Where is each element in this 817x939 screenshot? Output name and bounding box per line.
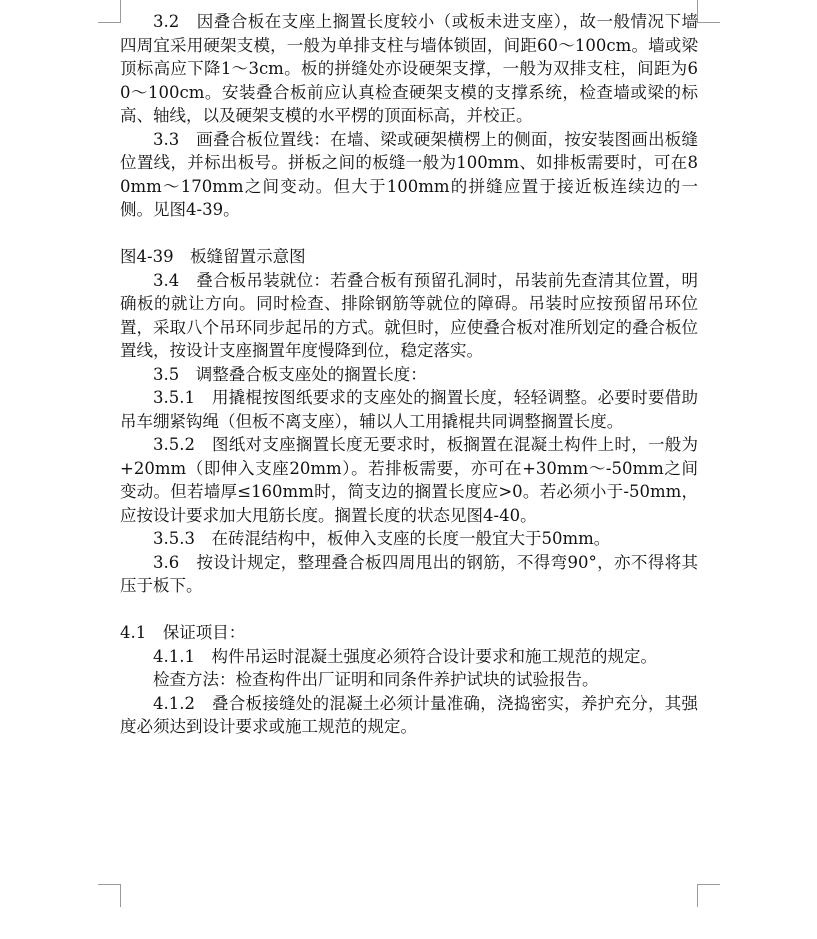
paragraph-4-1-1: 4.1.1 构件吊运时混凝土强度必须符合设计要求和施工规范的规定。 [153,646,657,666]
section-heading-4-1: 4.1 保证项目： [120,623,246,642]
crop-mark-top-right [697,0,720,23]
paragraph-inspection-method: 检查方法：检查构件出厂证明和同条件养护试块的试验报告。 [153,670,599,689]
paragraph-3-2: 3.2 因叠合板在支座上搁置长度较小（或板未进支座），故一般情况下墙四周宜采用硬架支模，一般为单排支柱与墙体锁固，间距60～100cm。墙或梁顶标高应下降1～3cm。板的拼缝处亦设硬架支撑，一般为双排支柱，间距为60～100cm。安装叠合板前应认真检查硬架支模的支撑系统，检查墙或梁的标高、轴线，以及硬架支模的水平楞的顶面标高，并校正。 [120,12,698,125]
paragraph-3-5: 3.5 调整叠合板支座处的搁置长度： [153,364,427,384]
crop-mark-bottom-right [697,884,720,907]
figure-caption-4-39: 图4-39 板缝留置示意图 [120,247,306,266]
paragraph-3-3: 3.3 画叠合板位置线：在墙、梁或硬架横楞上的侧面，按安装图画出板缝位置线，并标出板号。拼板之间的板缝一般为100mm、如排板需要时，可在80mm～170mm之间变动。但大于100mm的拼缝应置于接近板连续边的一侧。见图4-39。 [120,129,698,219]
paragraph-3-5-3: 3.5.3 在砖混结构中，板伸入支座的长度一般宜大于50mm。 [153,529,611,548]
blank-line [120,222,698,246]
blank-line [120,598,698,622]
paragraph-3-5-1: 3.5.1 用撬棍按图纸要求的支座处的搁置长度，轻轻调整。必要时要借助吊车绷紧钩绳（但板不离支座），辅以人工用撬棍共同调整搁置长度。 [120,388,698,431]
paragraph-3-4: 3.4 叠合板吊装就位：若叠合板有预留孔洞时，吊装前先查清其位置，明确板的就让方向。同时检查、排除钢筋等就位的障碍。吊装时应按预留吊环位置，采取八个吊环同步起吊的方式。就但时，应使叠合板对准所划定的叠合板位置线，按设计支座搁置年度慢降到位，稳定落实。 [120,270,698,360]
paragraph-3-5-2: 3.5.2 图纸对支座搁置长度无要求时，板搁置在混凝土构件上时，一般为+20mm（即伸入支座20mm）。若排板需要，亦可在+30mm～-50mm之间变动。但若墙厚≤160mm时，简支边的搁置长度应>0。若必须小于-50mm，应按设计要求加大甩筋长度。搁置长度的状态见图4-40。 [120,435,698,525]
paragraph-4-1-2: 4.1.2 叠合板接缝处的混凝土必须计量准确，浇捣密实，养护充分，其强度必须达到设计要求或施工规范的规定。 [120,693,698,736]
crop-mark-bottom-left [98,884,121,907]
paragraph-3-6: 3.6 按设计规定，整理叠合板四周甩出的钢筋，不得弯90°，亦不得将其压于板下。 [120,552,698,595]
crop-mark-top-left [98,0,121,23]
body-text [120,10,698,739]
